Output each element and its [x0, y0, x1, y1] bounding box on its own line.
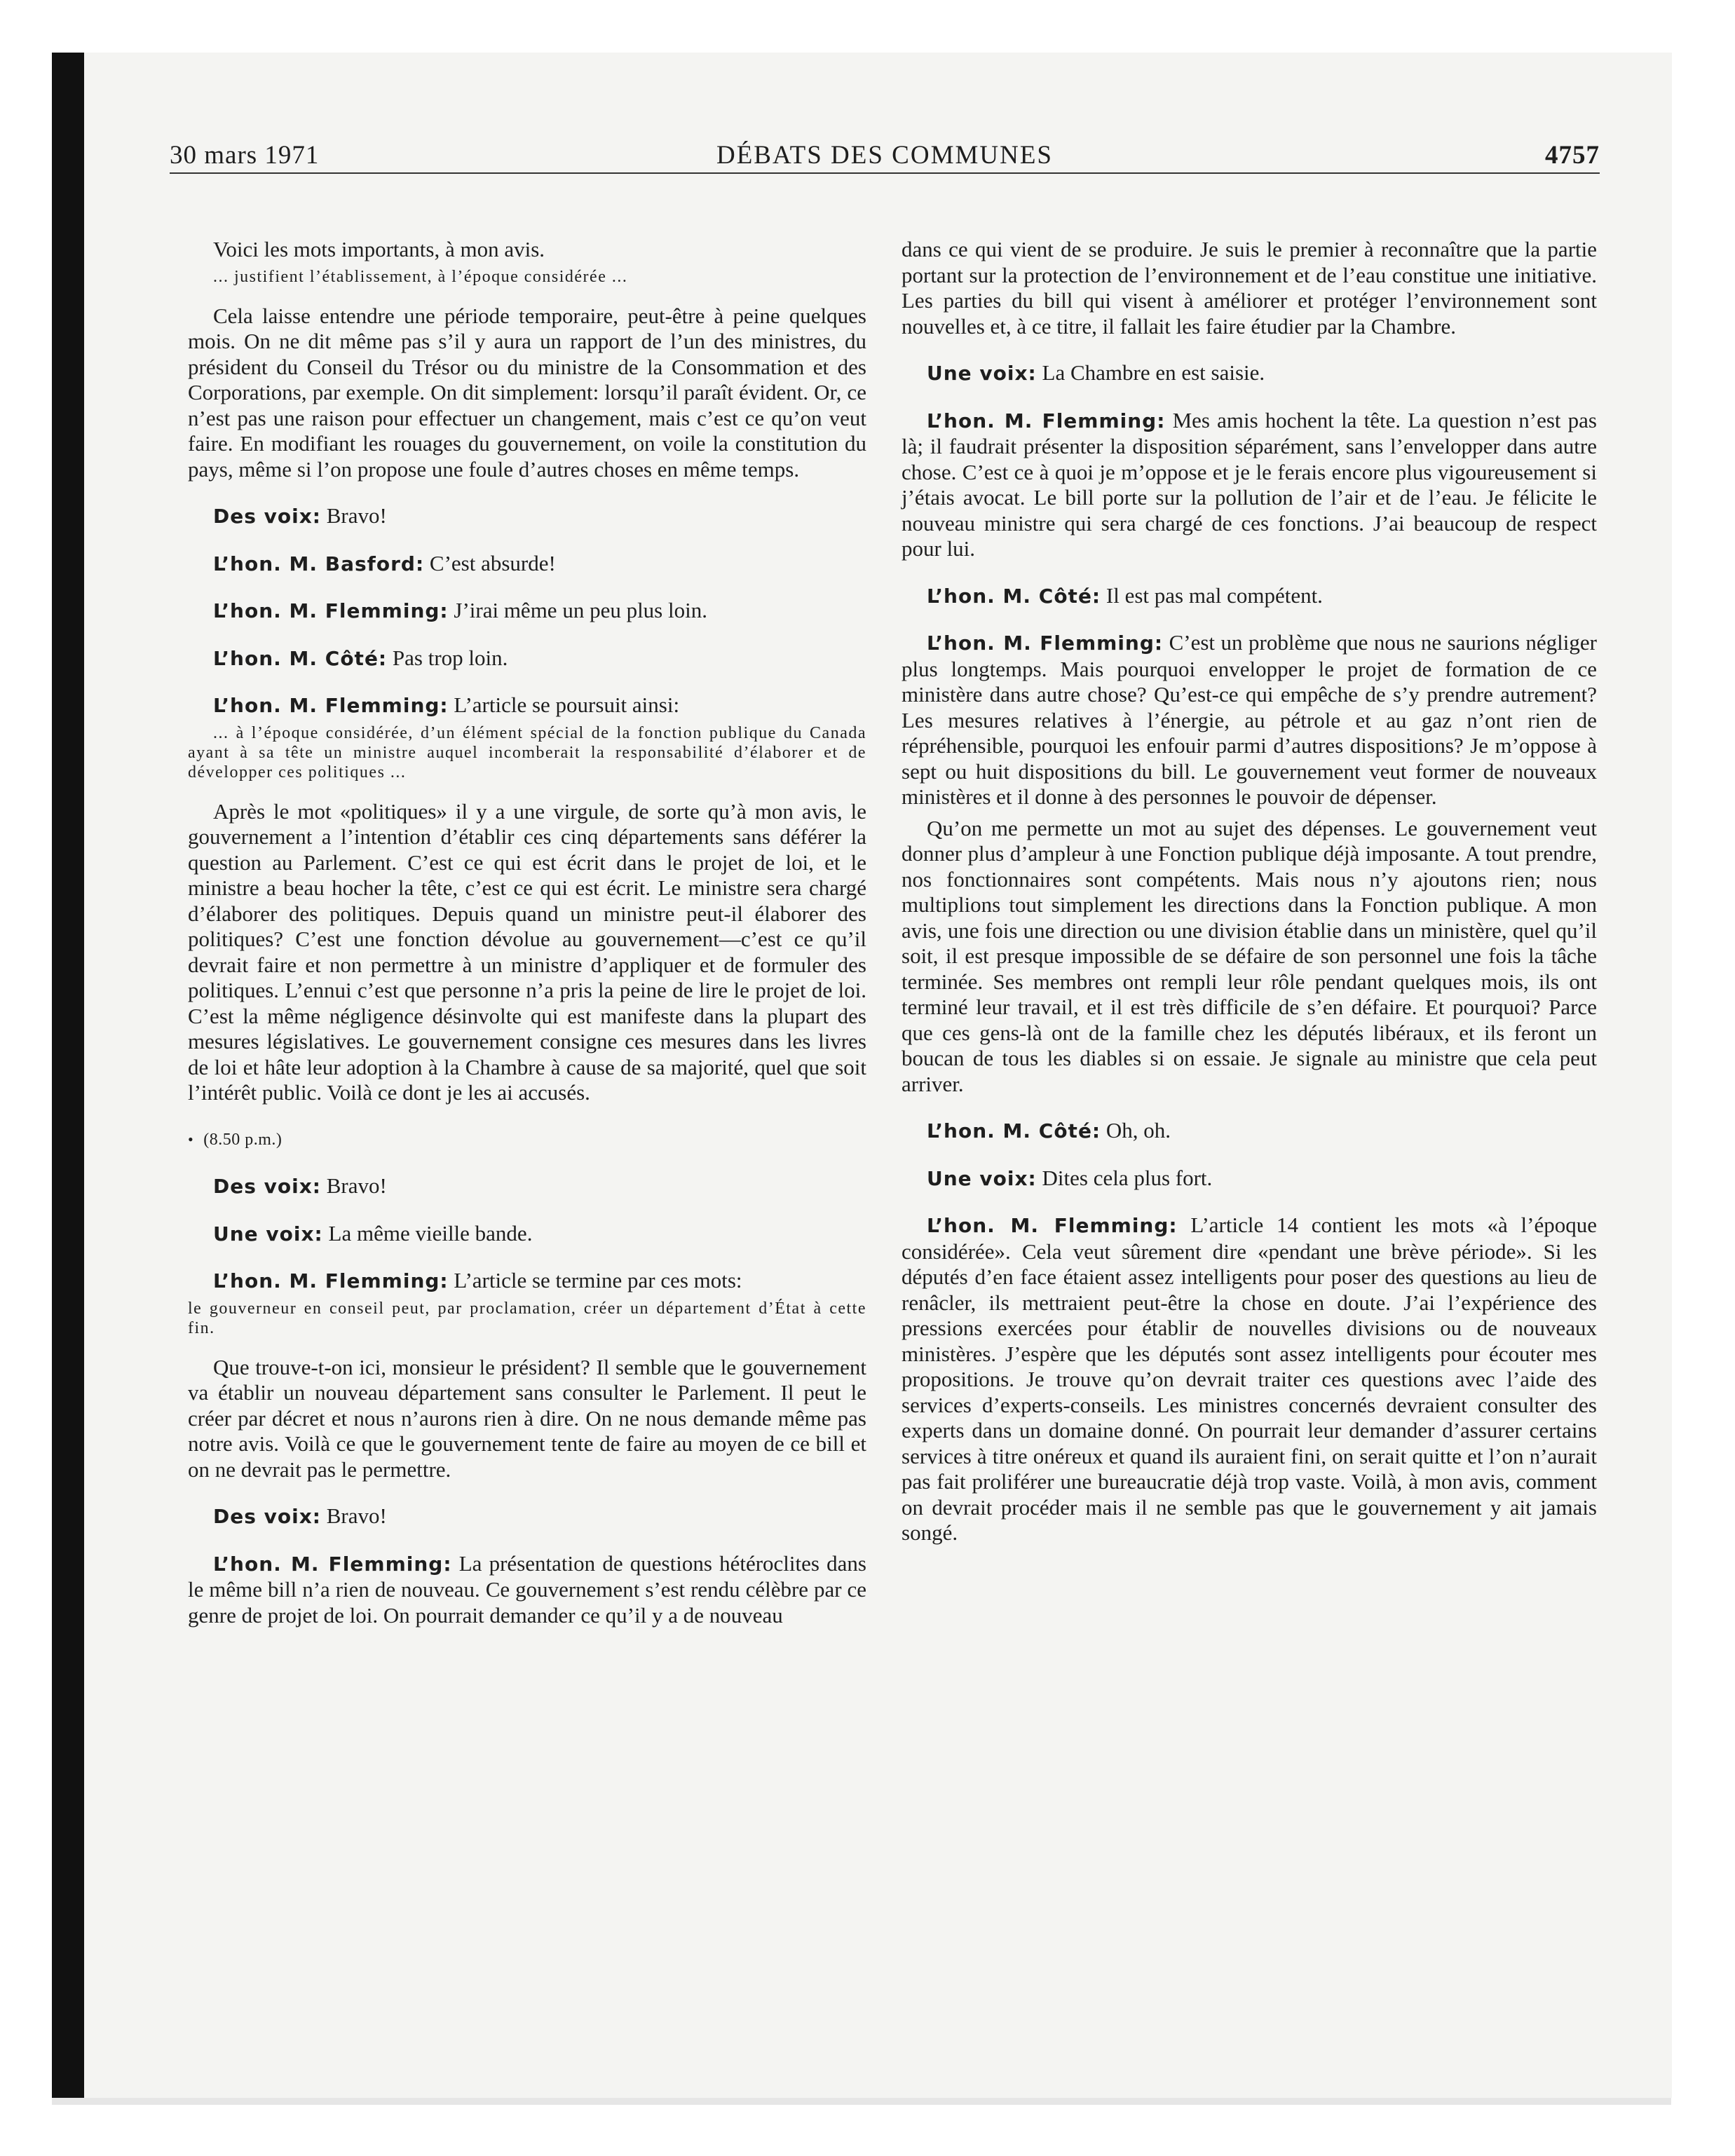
timestamp-text: (8.50 p.m.) — [203, 1130, 283, 1149]
speech — [901, 408, 1597, 562]
paragraph: Cela laisse entendre une période temporaire, peut-être à peine quelques mois. On ne dit même pas s’il y aura un rapport de l’un des ministres, du président du Conseil du Trésor ou du ministre de la Consommation et des Corporations, par exemple. On dit simplement: lorsqu’il paraît évident. Or, ce n’est pas une raison pour effectuer un changement, mais c’est ce qu’on veut faire. En modifiant les rouages du gouvernement, on voile la constitution du pays, même si l’on propose une foule d’autres choses en même temps. — [188, 303, 866, 482]
speech-text: Dites cela plus fort. — [1042, 1165, 1213, 1190]
page-number: 4757 — [1545, 141, 1600, 170]
running-header — [170, 139, 1600, 174]
bullet-icon: • — [188, 1130, 194, 1148]
speaker-name: L’hon. M. Flemming: — [213, 599, 449, 622]
speech-text: C’est absurde! — [429, 550, 556, 575]
speech-text: La Chambre en est saisie. — [1042, 360, 1265, 385]
speech — [901, 1118, 1597, 1145]
speech-text: Bravo! — [326, 1173, 387, 1198]
speech-text: L’article se poursuit ainsi: — [454, 692, 680, 717]
header-title: DÉBATS DES COMMUNES — [716, 141, 1053, 170]
speech — [188, 598, 866, 625]
block-quote: le gouverneur en conseil peut, par proclamation, créer un département d’État à cette fin. — [188, 1299, 866, 1337]
speaker-name: Des voix: — [213, 1175, 321, 1198]
speech — [901, 583, 1597, 610]
speaker-name: L’hon. M. Flemming: — [213, 1269, 449, 1292]
speech — [188, 551, 866, 578]
speech-text: La présentation de questions hétéroclites dans le même bill n’a rien de nouveau. Ce gouvernement s’est rendu célèbre par ce genre de projet de loi. On pourrait demander ce qu’il y a de nouveau — [188, 1550, 866, 1628]
speech — [188, 1173, 866, 1200]
speech — [188, 646, 866, 672]
speech-text: L’article 14 contient les mots «à l’époque considérée». Cela veut sûrement dire «pendant une brève période». Si les députés d’en face étaient assez intelligents pour poser des questions au lieu de renâcler, ils mettraient peut-être la chose en doute. J’ai l’expérience des pressions exercées pour établir de nouvelles divisions ou de nouveaux ministères. J’espère que les députés sont assez intelligents pour écouter mes propositions. Je trouve qu’on devrait traiter ces questions avec l’aide des services d’experts-conseils. Les ministres concernés devraient consulter des experts dans un domaine donné. On pourrait leur demander d’assurer certains services à titre onéreux et quand ils auraient fini, on serait quitte et l’on n’aurait pas fait proliférer une bureaucratie déjà trop vaste. Voilà, à mon avis, comment on devrait procéder mais il ne semble pas que le gouvernement y ait jamais songé. — [901, 1213, 1597, 1545]
speaker-name: Des voix: — [213, 505, 321, 528]
scan-border — [52, 53, 84, 2098]
paragraph: Voici les mots importants, à mon avis. — [213, 237, 545, 261]
speech — [188, 503, 866, 530]
speech-text: J’irai même un peu plus loin. — [454, 598, 707, 622]
speaker-name: L’hon. M. Côté: — [927, 584, 1101, 608]
speaker-name: L’hon. M. Flemming: — [927, 1214, 1178, 1237]
speech-text: Pas trop loin. — [392, 645, 508, 670]
speech — [901, 630, 1597, 810]
speech — [188, 692, 866, 719]
speaker-name: Une voix: — [213, 1222, 323, 1246]
scan-bottom-edge — [52, 2098, 1671, 2105]
speech-text: L’article se termine par ces mots: — [454, 1268, 742, 1292]
speech — [188, 1551, 866, 1629]
speech-text: Mes amis hochent la tête. La question n’est pas là; il faudrait présenter la disposition séparément, sans l’envelopper dans autre chose. C’est ce à quoi je m’oppose et je le ferais encore plus vigoureusement si j’étais avocat. Le bill porte sur la pollution de l’air et de l’eau. Je félicite le nouveau ministre qui sera chargé de ces fonctions. J’ai beaucoup de respect pour lui. — [901, 407, 1597, 561]
speaker-name: L’hon. M. Côté: — [927, 1119, 1101, 1142]
speaker-name: Une voix: — [927, 362, 1037, 385]
speaker-name: Une voix: — [927, 1166, 1037, 1190]
speech — [188, 1268, 866, 1295]
block-quote: ... justifient l’établissement, à l’époque considérée ... — [213, 267, 628, 286]
speaker-name: L’hon. M. Flemming: — [213, 694, 449, 717]
paragraph: dans ce qui vient de se produire. Je suis le premier à reconnaître que la partie portant sur la protection de l’environnement et de l’eau constitue une initiative. Les parties du bill qui visent à améliorer et protéger l’environnement sont nouvelles et, à ce titre, il fallait les faire étudier par la Chambre. — [901, 237, 1597, 339]
speech-text: C’est un problème que nous ne saurions négliger plus longtemps. Mais pourquoi envelopper le projet de formation de ce ministère dans autre chose? Qu’est-ce qui empêche de s’y prendre autrement? Les mesures relatives à l’énergie, au pétrole et au gaz n’ont rien de répréhensible, pourquoi les enfouir parmi d’autres dispositions? Je m’oppose à sept ou huit dispositions du bill. Le gouvernement veut former de nouveaux ministères et il donne à des personnes le pouvoir de dépenser. — [901, 630, 1597, 809]
paragraph: Que trouve-t-on ici, monsieur le président? Il semble que le gouvernement va établir un nouveau département sans consulter le Parlement. Il peut le créer par décret et nous n’aurons rien à dire. On ne nous demande même pas notre avis. Voilà ce que le gouvernement tente de faire au moyen de ce bill et on ne devrait pas le permettre. — [188, 1354, 866, 1482]
speech — [901, 360, 1597, 387]
speaker-name: L’hon. M. Côté: — [213, 646, 388, 670]
speech — [188, 1503, 866, 1530]
speech — [901, 1166, 1597, 1192]
header-date: 30 mars 1971 — [170, 141, 320, 170]
timestamp — [188, 1127, 866, 1153]
speaker-name: L’hon. M. Flemming: — [927, 632, 1164, 655]
speech-text: Oh, oh. — [1105, 1118, 1171, 1142]
speech-text: Bravo! — [326, 1503, 387, 1528]
speech-text: Il est pas mal compétent. — [1105, 582, 1323, 608]
block-quote: ... à l’époque considérée, d’un élément spécial de la fonction publique du Canada ayant à sa tête un ministre auquel incomberait la responsabilité d’élaborer et de développer ces politiques ... — [188, 723, 866, 782]
paragraph: Qu’on me permette un mot au sujet des dépenses. Le gouvernement veut donner plus d’ampleur à une Fonction publique déjà imposante. A tout prendre, nos fonctionnaires sont compétents. Mais nous n’y ajoutons rien; nous multiplions tout simplement les directions dans la Fonction publique. A mon avis, une fois une direction ou une division établie dans un ministère, quel qu’il soit, il est presque impossible de se défaire de son personnel une fois la tâche terminée. Ses membres ont rempli leur rôle pendant quelques mois, ils ont terminé leur travail, et il est très difficile de s’en défaire. Et pourquoi? Parce que ces gens-là ont de la famille chez les députés libéraux, et ils feront un boucan de tous les diables si on essaie. Je signale au ministre que cela peut arriver. — [901, 815, 1597, 1096]
left-column — [188, 237, 866, 1649]
speech — [188, 1221, 866, 1248]
speech-text: La même vieille bande. — [328, 1220, 533, 1246]
speaker-name: L’hon. M. Flemming: — [927, 409, 1166, 432]
right-column — [901, 237, 1597, 1567]
speech — [901, 1213, 1597, 1546]
speech-text: Bravo! — [326, 503, 387, 528]
paragraph: Après le mot «politiques» il y a une virgule, de sorte qu’à mon avis, le gouvernement a l’intention d’établir ces cinq départements sans déférer la question au Parlement. C’est ce qui est écrit dans le projet de loi, et le ministre a beau hocher la tête, c’est ce qui est écrit. Le ministre sera chargé d’élaborer des politiques. Depuis quand un ministre peut-il élaborer des politiques? C’est une fonction dévolue au gouvernement—c’est ce qu’il devrait faire et non permettre à un ministre d’appliquer et de formuler des politiques. L’ennui c’est que personne n’a pris la peine de lire le projet de loi. C’est la même négligence désinvolte qui est manifeste dans la plupart des mesures législatives. Le gouvernement consigne ces mesures dans les livres de loi et hâte leur adoption à la Chambre à cause de sa majorité, quel que soit l’intérêt public. Voilà ce dont je les ai accusés. — [188, 798, 866, 1105]
speaker-name: L’hon. M. Basford: — [213, 552, 425, 575]
speaker-name: Des voix: — [213, 1505, 321, 1528]
speaker-name: L’hon. M. Flemming: — [213, 1552, 452, 1576]
